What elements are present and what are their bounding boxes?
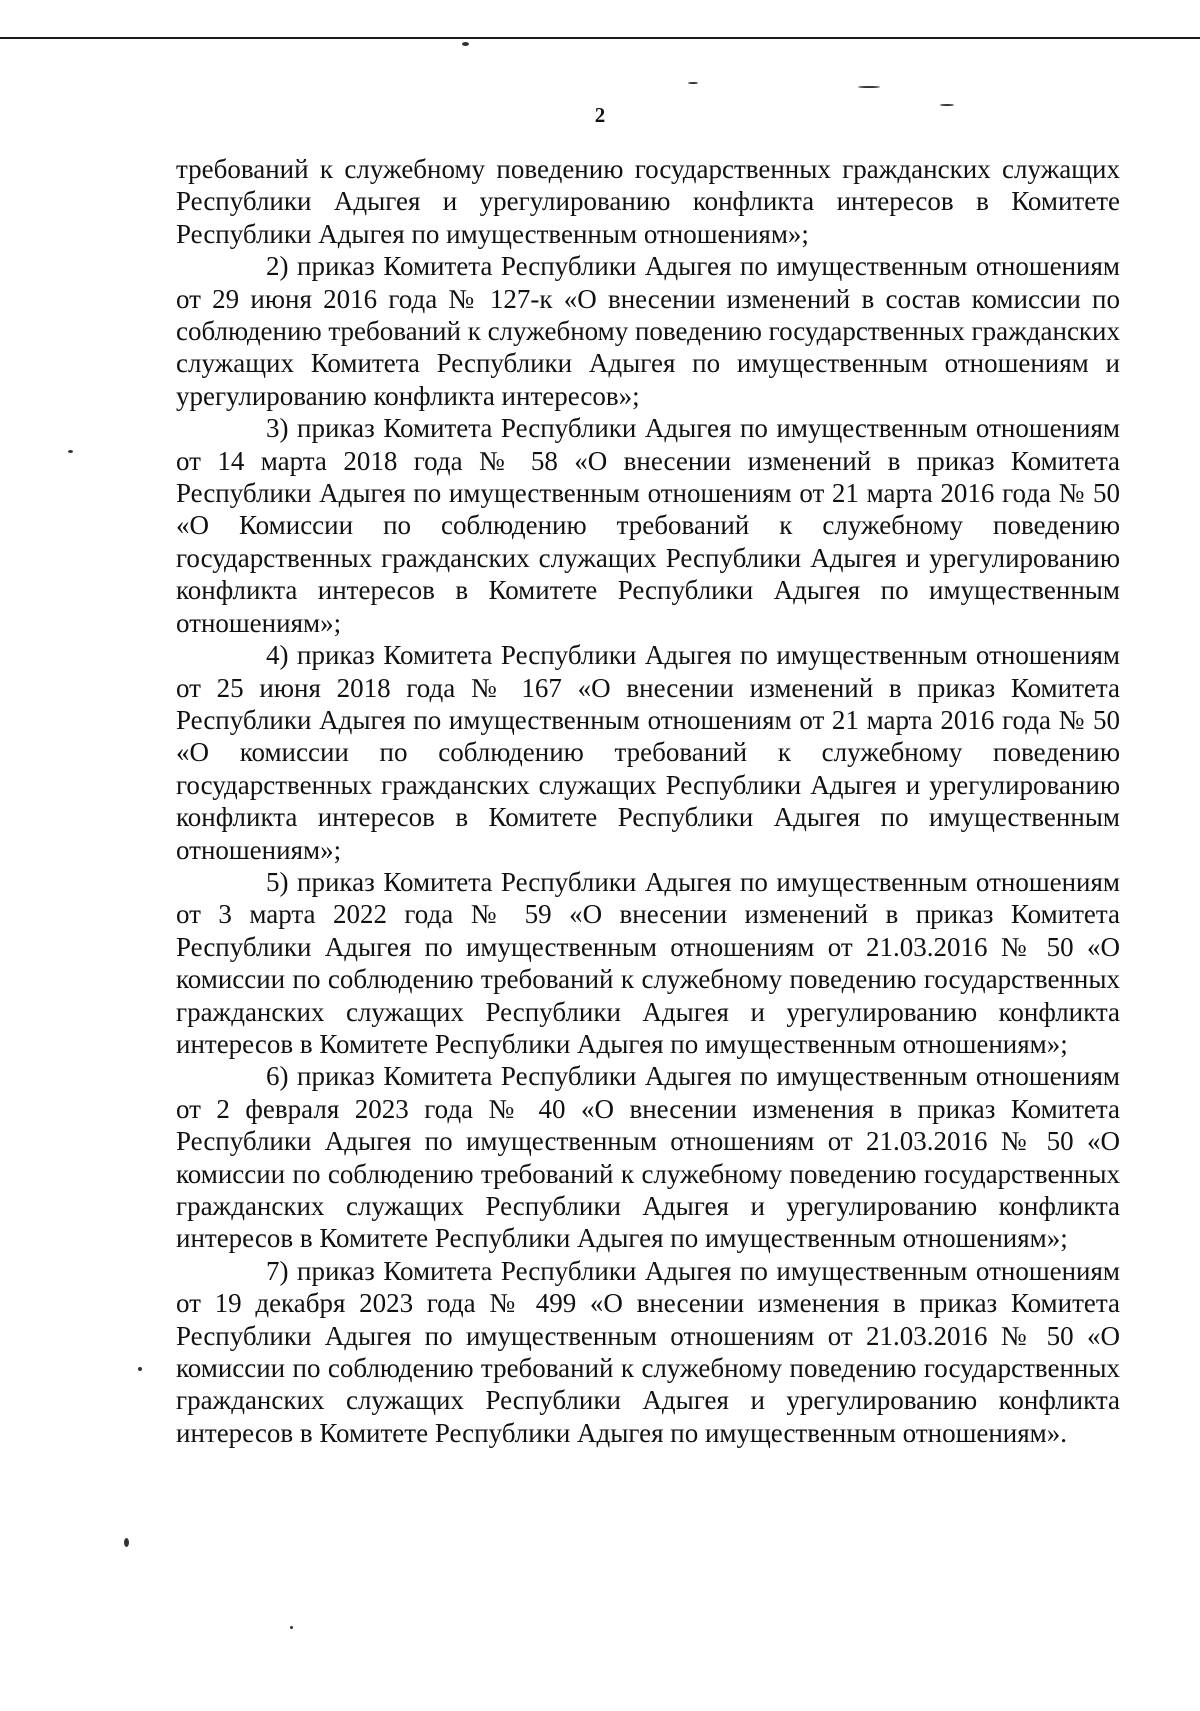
scan-speck: [68, 450, 73, 453]
scan-speck: [138, 1367, 142, 1371]
scan-speck: [290, 1626, 293, 1629]
list-item: 2) приказ Комитета Республики Адыгея по имущественным отношениям от 29 июня 2016 года № 127-к «О внесении изменений в состав комиссии по соблюдению требований к служебному поведению государственных гражданских служащих Комитета Республики Адыгея по имущественным отношениям и урегулированию конфликта интересов»;: [176, 251, 1120, 411]
scan-speck: [858, 86, 880, 88]
list-item: 6) приказ Комитета Республики Адыгея по имущественным отношениям от 2 февраля 2023 года № 40 «О внесении изменения в приказ Комитета Республики Адыгея по имущественным отношениям от 21.03.2016 № 50 «О комиссии по соблюдению требований к служебному поведению государственных гражданских служащих Республики Адыгея и урегулированию конфликта интересов в Комитете Республики Адыгея по имущественным отношениям»;: [176, 1061, 1120, 1254]
scan-top-rule: [0, 37, 1200, 39]
document-body: [176, 153, 1120, 1449]
scan-speck: [688, 82, 698, 84]
scan-speck: [124, 1538, 129, 1547]
page-number: 2: [594, 103, 606, 127]
paragraph-continuation: требований к служебному поведению государственных гражданских служащих Республики Адыгея и урегулированию конфликта интересов в Комитете Республики Адыгея по имущественным отношениям»;: [176, 154, 1120, 249]
list-item: 3) приказ Комитета Республики Адыгея по имущественным отношениям от 14 марта 2018 года № 58 «О внесении изменений в приказ Комитета Республики Адыгея по имущественным отношениям от 21 марта 2016 года № 50 «О Комиссии по соблюдению требований к служебному поведению государственных гражданских служащих Республики Адыгея и урегулированию конфликта интересов в Комитете Республики Адыгея по имущественным отношениям»;: [176, 413, 1120, 638]
list-item: 7) приказ Комитета Республики Адыгея по имущественным отношениям от 19 декабря 2023 года № 499 «О внесении изменения в приказ Комитета Республики Адыгея по имущественным отношениям от 21.03.2016 № 50 «О комиссии по соблюдению требований к служебному поведению государственных гражданских служащих Республики Адыгея и урегулированию конфликта интересов в Комитете Республики Адыгея по имущественным отношениям».: [176, 1255, 1120, 1448]
list-item: 4) приказ Комитета Республики Адыгея по имущественным отношениям от 25 июня 2018 года № 167 «О внесении изменений в приказ Комитета Республики Адыгея по имущественным отношениям от 21 марта 2016 года № 50 «О комиссии по соблюдению требований к служебному поведению государственных гражданских служащих Республики Адыгея и урегулированию конфликта интересов в Комитете Республики Адыгея по имущественным отношениям»;: [176, 640, 1120, 865]
scan-speck: [462, 42, 469, 46]
list-item: 5) приказ Комитета Республики Адыгея по имущественным отношениям от 3 марта 2022 года № 59 «О внесении изменений в приказ Комитета Республики Адыгея по имущественным отношениям от 21.03.2016 № 50 «О комиссии по соблюдению требований к служебному поведению государственных гражданских служащих Республики Адыгея и урегулированию конфликта интересов в Комитете Республики Адыгея по имущественным отношениям»;: [176, 866, 1120, 1059]
